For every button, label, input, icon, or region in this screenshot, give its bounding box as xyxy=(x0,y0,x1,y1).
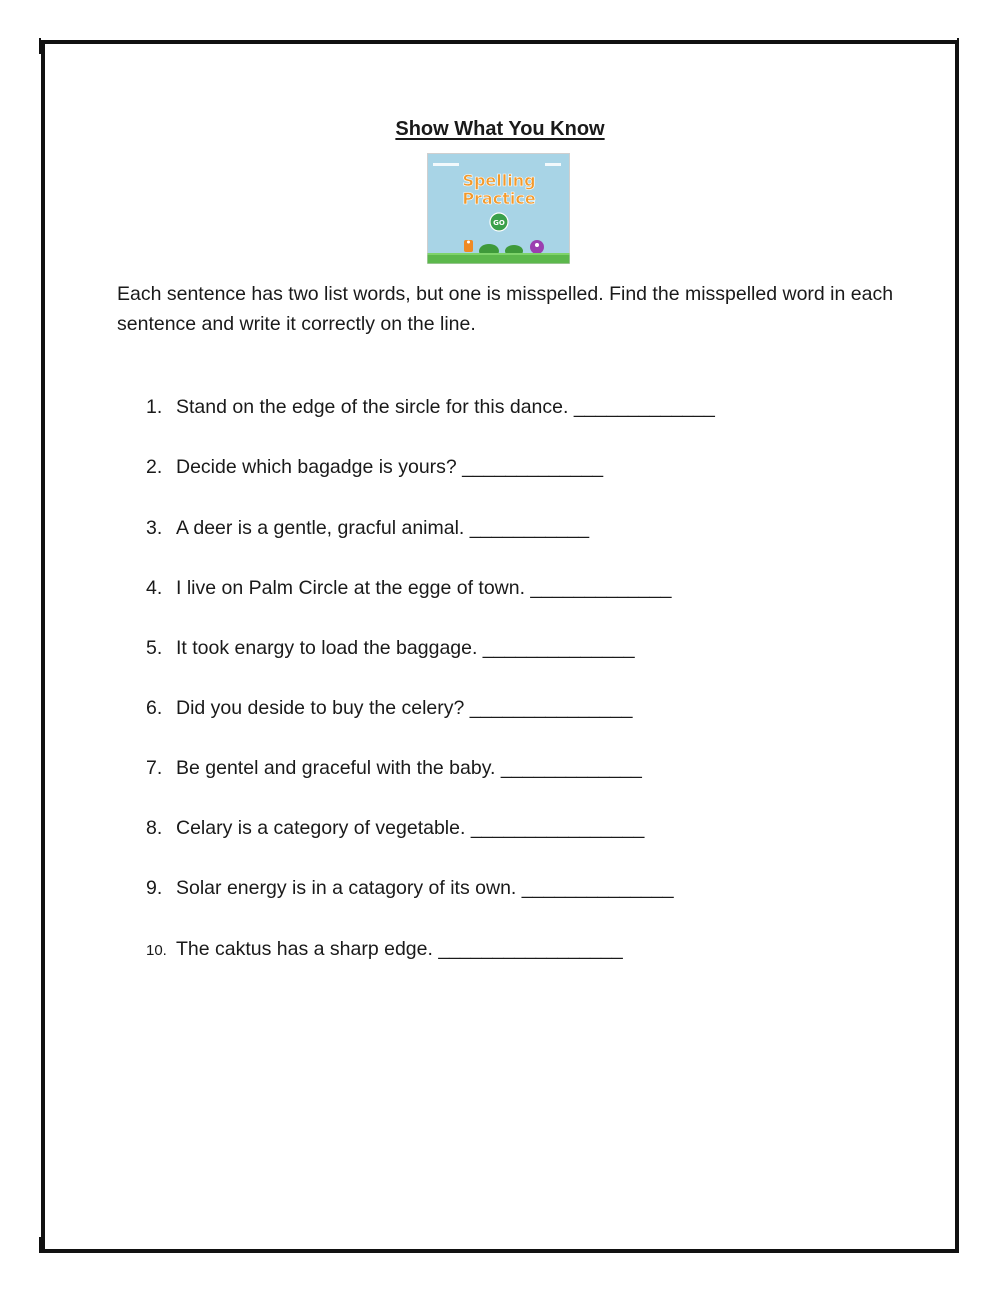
question-number: 3. xyxy=(146,517,163,539)
question-number: 9. xyxy=(146,877,163,899)
question-number: 4. xyxy=(146,577,163,599)
question-item xyxy=(146,637,635,660)
question-text: Did you deside to buy the celery? _______________ xyxy=(176,697,633,719)
cloud-shape xyxy=(433,163,459,166)
question-text: Solar energy is in a catagory of its own. ______________ xyxy=(176,877,674,899)
question-item xyxy=(146,697,632,720)
question-item xyxy=(146,456,603,479)
question-number: 6. xyxy=(146,697,163,719)
question-item xyxy=(146,517,589,540)
question-text: Be gentel and graceful with the baby. _____________ xyxy=(176,757,642,779)
question-item xyxy=(146,396,715,419)
question-number: 5. xyxy=(146,637,163,659)
border-corner-mark xyxy=(39,38,41,54)
question-text: Celary is a category of vegetable. ________________ xyxy=(176,817,645,839)
question-item xyxy=(146,757,642,780)
question-number: 2. xyxy=(146,456,163,478)
border-corner-mark xyxy=(39,1237,41,1253)
spelling-practice-logo xyxy=(427,153,570,264)
question-text: Stand on the edge of the sircle for this dance. _____________ xyxy=(176,396,715,418)
question-text: It took enargy to load the baggage. ______________ xyxy=(176,637,635,659)
question-text: The caktus has a sharp edge. _________________ xyxy=(176,938,623,960)
question-number: 10. xyxy=(146,942,167,959)
border-corner-mark xyxy=(957,1237,959,1253)
question-item xyxy=(146,577,671,600)
question-text: A deer is a gentle, gracful animal. ___________ xyxy=(176,517,590,539)
question-text: I live on Palm Circle at the egge of town. _____________ xyxy=(176,577,672,599)
question-number: 7. xyxy=(146,757,163,779)
question-number: 1. xyxy=(146,396,163,418)
logo-line-2: Practice xyxy=(462,189,536,208)
logo-go-label: GO xyxy=(493,219,505,227)
question-text: Decide which bagadge is yours? _____________ xyxy=(176,456,604,478)
page-title: Show What You Know xyxy=(395,118,605,140)
question-item xyxy=(146,817,644,840)
logo-line-1: Spelling xyxy=(462,171,536,190)
question-number: 8. xyxy=(146,817,163,839)
border-corner-mark xyxy=(957,38,959,54)
cloud-shape xyxy=(545,163,561,166)
question-item xyxy=(146,877,674,900)
instructions-text: Each sentence has two list words, but one is misspelled. Find the misspelled word in each sentence and write it correctly on the line. xyxy=(117,283,894,335)
question-item xyxy=(146,938,623,961)
